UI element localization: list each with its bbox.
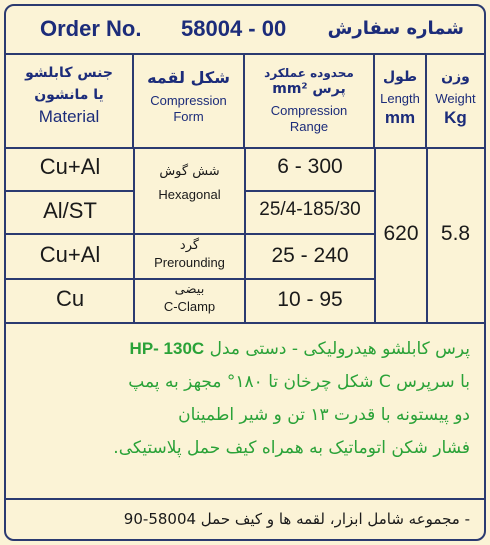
range-row-1: 6 - 300 bbox=[277, 155, 343, 178]
form-prerounding bbox=[134, 238, 245, 270]
description-line-4: فشار شکن اتوماتیک به همراه کیف حمل پلاستیکی. bbox=[113, 438, 470, 458]
length-value: 620 bbox=[383, 222, 419, 245]
header-length-en: Length bbox=[380, 91, 420, 106]
header-material-fa-2: یا مانشون bbox=[34, 87, 104, 103]
header-range bbox=[245, 55, 375, 147]
range-row-3: 25 - 240 bbox=[271, 244, 349, 267]
material-row-1: Cu+Al bbox=[39, 154, 101, 179]
product-description bbox=[6, 322, 484, 500]
range-row-4: 10 - 95 bbox=[277, 288, 343, 311]
row-divider-2 bbox=[6, 233, 375, 235]
form-c-clamp-fa: بیضی bbox=[174, 282, 205, 297]
row-divider-1-range bbox=[245, 190, 375, 192]
header-form-fa: شکل لقمه bbox=[147, 68, 230, 87]
header-length bbox=[375, 55, 427, 147]
header-range-en-1: Compression bbox=[270, 103, 348, 118]
material-row-4: Cu bbox=[55, 286, 85, 311]
header-range-fa-2: پرس mm² bbox=[272, 81, 346, 97]
material-row-3: Cu+Al bbox=[39, 242, 101, 267]
header-material bbox=[6, 55, 134, 147]
header-length-fa: طول bbox=[382, 69, 418, 85]
order-label-fa: شماره سفارش bbox=[327, 18, 464, 39]
header-form bbox=[134, 55, 245, 147]
header-top-divider bbox=[6, 53, 484, 55]
form-c-clamp bbox=[134, 282, 245, 314]
form-prerounding-fa: گرد bbox=[179, 238, 200, 253]
description-line-2: با سرپرس C شکل چرخان تا ۱۸۰° مجهز به پمپ bbox=[128, 372, 470, 392]
order-label: Order No. bbox=[40, 16, 142, 41]
header-material-en: Material bbox=[38, 107, 100, 126]
form-hexagonal bbox=[134, 164, 245, 202]
form-c-clamp-en: C-Clamp bbox=[163, 299, 216, 314]
header-length-unit: mm bbox=[384, 108, 416, 127]
header-weight-unit: Kg bbox=[444, 108, 467, 127]
header-weight-en: Weight bbox=[435, 91, 476, 106]
header-range-fa-1: محدوده عملکرد bbox=[264, 66, 354, 80]
description-line-1-text: پرس کابلشو هیدرولیکی - دستی مدل bbox=[209, 339, 470, 359]
header-range-en-2: Range bbox=[289, 119, 329, 134]
range-row-2: 25/4-185/30 bbox=[259, 199, 361, 220]
form-hexagonal-fa: شش گوش bbox=[159, 164, 220, 179]
header-form-en-1: Compression bbox=[150, 93, 227, 108]
kit-footer: - مجموعه شامل ابزار، لقمه ها و کیف حمل 58004-90 bbox=[123, 510, 470, 528]
header-material-fa-1: جنس کابلشو bbox=[25, 65, 113, 81]
order-number: 58004 - 00 bbox=[181, 16, 287, 41]
product-spec-card bbox=[4, 4, 486, 541]
header-form-en-2: Form bbox=[173, 109, 204, 124]
material-row-2: Al/ST bbox=[43, 198, 97, 223]
row-divider-3 bbox=[6, 278, 375, 280]
header-weight bbox=[427, 55, 484, 147]
model-number: HP- 130C bbox=[129, 339, 205, 358]
order-header bbox=[6, 6, 484, 55]
description-line-1 bbox=[16, 332, 470, 366]
description-line-3: دو پیستونه با قدرت ۱۳ تن و شیر اطمینان bbox=[178, 405, 470, 425]
form-prerounding-en: Prerounding bbox=[154, 255, 225, 270]
form-hexagonal-en: Hexagonal bbox=[158, 187, 221, 202]
header-weight-fa: وزن bbox=[441, 69, 470, 85]
row-divider-1-material bbox=[6, 190, 134, 192]
weight-value: 5.8 bbox=[440, 222, 471, 245]
